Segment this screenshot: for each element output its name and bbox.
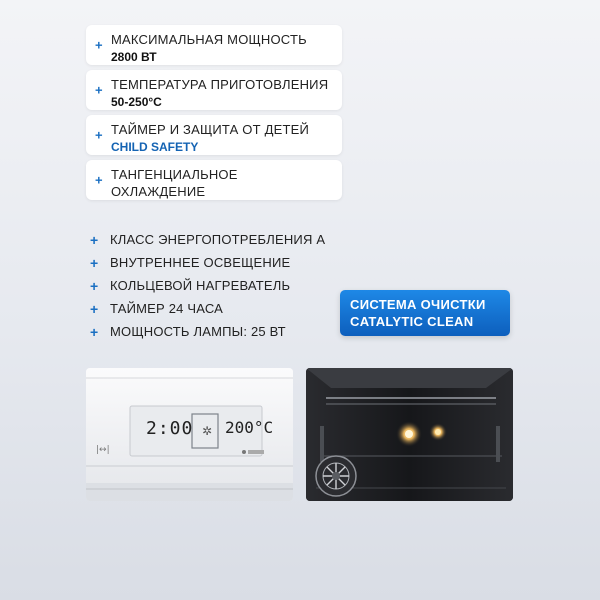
feature-card-temperature xyxy=(86,70,342,110)
list-item-label: КЛАСС ЭНЕРГОПОТРЕБЛЕНИЯ А xyxy=(110,232,326,247)
svg-text:✲: ✲ xyxy=(201,424,213,438)
feature-card-child-safety xyxy=(86,115,342,155)
plus-icon: + xyxy=(90,277,99,294)
feature-card-value: 50-250°С xyxy=(111,95,162,109)
feature-card-title-line1: ТАНГЕНЦИАЛЬНОЕ xyxy=(111,167,238,182)
plus-icon: + xyxy=(90,323,99,340)
list-item xyxy=(90,228,325,251)
list-item-label: ТАЙМЕР 24 ЧАСА xyxy=(110,301,224,316)
features-list xyxy=(90,228,325,343)
list-item xyxy=(90,297,325,320)
badge-line2: CATALYTIC CLEAN xyxy=(350,314,474,329)
list-item xyxy=(90,274,325,297)
list-item-label: ВНУТРЕННЕЕ ОСВЕЩЕНИЕ xyxy=(110,255,291,270)
plus-icon: + xyxy=(95,37,103,53)
feature-card-power xyxy=(86,25,342,65)
feature-card-title: МАКСИМАЛЬНАЯ МОЩНОСТЬ xyxy=(111,32,307,47)
feature-card-title: ТЕМПЕРАТУРА ПРИГОТОВЛЕНИЯ xyxy=(111,77,329,92)
plus-icon: + xyxy=(90,254,99,271)
list-item-label: МОЩНОСТЬ ЛАМПЫ: 25 ВТ xyxy=(110,324,286,339)
oven-interior-illustration xyxy=(306,368,513,501)
feature-card-value: 2800 ВТ xyxy=(111,50,157,64)
list-item xyxy=(90,320,325,343)
svg-text:|↔|: |↔| xyxy=(96,445,110,455)
list-item xyxy=(90,251,325,274)
feature-card-value: CHILD SAFETY xyxy=(111,140,199,154)
display-time: 2:00 xyxy=(146,418,194,439)
feature-card-title: ТАЙМЕР И ЗАЩИТА ОТ ДЕТЕЙ xyxy=(111,122,310,137)
control-panel-photo xyxy=(86,368,293,501)
feature-card-cooling xyxy=(86,160,342,200)
plus-icon: + xyxy=(90,231,99,248)
feature-card-title-line2: ОХЛАЖДЕНИЕ xyxy=(111,184,206,199)
badge-line1: СИСТЕМА ОЧИСТКИ xyxy=(350,297,486,312)
catalytic-clean-badge xyxy=(340,290,510,336)
plus-icon: + xyxy=(95,127,103,143)
display-temperature: 200°C xyxy=(225,418,274,437)
plus-icon: + xyxy=(90,300,99,317)
plus-icon: + xyxy=(95,172,103,188)
list-item-label: КОЛЬЦЕВОЙ НАГРЕВАТЕЛЬ xyxy=(110,278,291,293)
oven-interior-photo xyxy=(306,368,513,501)
plus-icon: + xyxy=(95,82,103,98)
